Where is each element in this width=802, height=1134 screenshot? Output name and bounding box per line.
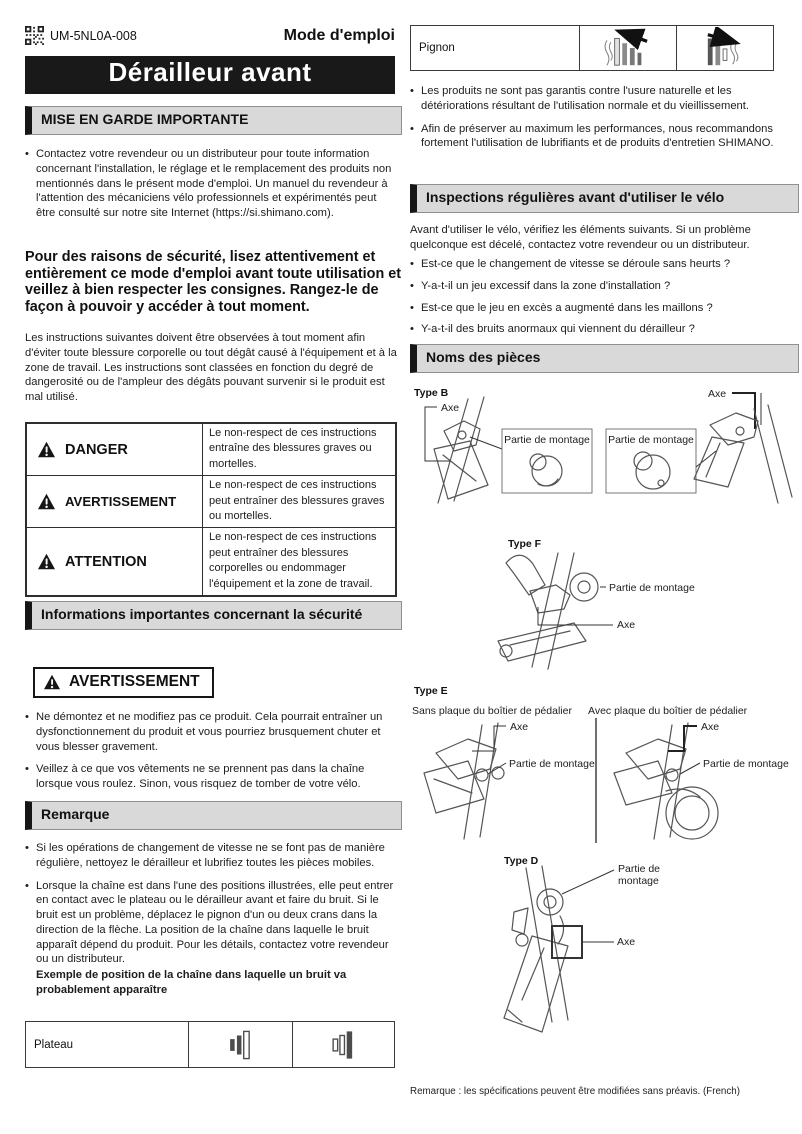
cassette-shift-left-icon (597, 27, 659, 69)
list-item (25, 147, 397, 221)
severity-label: DANGER (65, 441, 128, 458)
axe-leader-line (538, 607, 613, 625)
list-item (410, 322, 790, 337)
section-header-remarque: Remarque (25, 801, 402, 830)
montage-label: Partie de montage (504, 434, 590, 446)
list-item-text: Veillez à ce que vos vêtements ne se prennent pas dans la chaîne lorsque vous roulez. Sinon, vous risquez de tomber de votre vélo. (36, 763, 365, 791)
warning-triangle-icon (43, 674, 61, 690)
montage-leader-line (680, 763, 700, 774)
severity-desc-cell: Le non-respect de ces instructions peut entraîner des blessures graves ou mortelles. (209, 479, 385, 522)
warning-box-label: AVERTISSEMENT (69, 673, 200, 690)
severity-desc-cell: Le non-respect de ces instructions entraîne des blessures graves ou mortelles. (209, 427, 377, 470)
list-item (410, 279, 790, 294)
warning-triangle-icon (37, 553, 56, 570)
footer-note: Remarque : les spécifications peuvent être modifiées sans préavis. (French) (410, 1086, 740, 1097)
axe-label: Axe (510, 721, 529, 733)
list-item-text: Y-a-t-il des bruits anormaux qui viennent du dérailleur ? (421, 323, 695, 336)
list-item-text: Afin de préserver au maximum les performances, nous recommandons fortement l'utilisation de lubrifiants et de produits d'entretien SHIMANO. (421, 122, 774, 150)
document-id: UM-5NL0A-008 (50, 28, 137, 43)
section-header-noms-des-pieces: Noms des pièces (410, 344, 799, 373)
pignon-table (410, 25, 774, 71)
warning-triangle-icon (37, 493, 56, 510)
plateau-icon-cell-2 (292, 1022, 394, 1067)
inspections-intro: Avant d'utiliser le vélo, vérifiez les éléments suivants. Si un problème quelconque est décelé, contactez votre revendeur ou un distributeur. (410, 224, 751, 251)
list-item-text: Y-a-t-il un jeu excessif dans la zone d'installation ? (421, 279, 671, 292)
plateau-icon-cell-1 (188, 1022, 292, 1067)
warranty-list (410, 84, 790, 159)
chainring-position-icon-1 (212, 1025, 270, 1065)
qr-code-icon (25, 26, 44, 45)
inspections-list (410, 257, 790, 345)
montage-detail-box-1 (502, 429, 592, 493)
avertissement-list (25, 710, 399, 800)
axe-leader-line (472, 726, 506, 751)
type-e-caption-right: Avec plaque du boîtier de pédalier (588, 705, 748, 717)
section-header-inspections: Inspections régulières avant d'utiliser le vélo (410, 184, 799, 213)
axe-label: Axe (617, 619, 636, 631)
list-item (25, 841, 401, 871)
montage-label: Partie de (618, 863, 661, 875)
table-row (27, 475, 395, 527)
pignon-label-cell: Pignon (419, 42, 455, 54)
section-header-mise-en-garde: MISE EN GARDE IMPORTANTE (25, 106, 402, 135)
table-row (27, 527, 395, 595)
chain-noise-example-note: Exemple de position de la chaîne dans laquelle un bruit va probablement apparaître (36, 969, 347, 997)
plateau-label-cell: Plateau (34, 1038, 74, 1051)
severity-label: AVERTISSEMENT (65, 494, 177, 510)
axe-leader-line (425, 407, 450, 461)
list-item-text: Contactez votre revendeur ou un distributeur pour toute information concernant l'installation, le réglage et le remplacement des produits non mentionnés dans le présent mode d'emploi. Un manuel du revendeur à l'attention des mécaniciens vélo professionnels et expérimentés peut être consulté sur notre site Internet (https://si.shimano.com). (36, 148, 392, 220)
list-item (410, 257, 790, 272)
type-f-label: Type F (508, 538, 542, 550)
list-item-text: Lorsque la chaîne est dans l'une des positions illustrées, elle peut entrer en contact avec le plateau ou le dérailleur avant et faire du bruit. Si le bruit est un problème, déplacez le pignon d'un ou deux crans dans la direction de la flèche. La position de la chaîne dans laquelle le bruit apparaît dépend du produit. Pour les détails, contactez votre revendeur ou un distributeur. (36, 879, 394, 966)
derailleur-drawing (498, 553, 598, 669)
derailleur-drawing (504, 866, 568, 1032)
pignon-icon-cell-2 (676, 26, 773, 70)
safety-bold-paragraph: Pour des raisons de sécurité, lisez attentivement et entièrement ce mode d'emploi avant toute utilisation et veillez à bien respecter les consignes. Rangez-le de façon à pouvoir y accéder à tout moment. (25, 249, 402, 316)
remarque-list (25, 841, 401, 1006)
montage-label: Partie de montage (509, 758, 595, 770)
severity-table (25, 422, 397, 597)
chainring-position-icon-2 (315, 1025, 373, 1065)
montage-leader-line (470, 437, 502, 449)
type-e-diagram (410, 681, 794, 850)
warning-box (33, 667, 214, 698)
axe-label: Axe (441, 402, 460, 414)
montage-label: Partie de montage (609, 582, 695, 594)
list-item-text: Est-ce que le changement de vitesse se déroule sans heurts ? (421, 258, 731, 270)
section-header-informations: Informations importantes concernant la sécurité (25, 601, 402, 630)
severity-label-cell (27, 476, 203, 527)
document-header (25, 26, 395, 45)
type-d-diagram (410, 850, 794, 1038)
mise-en-garde-list (25, 147, 397, 229)
severity-label-cell (27, 528, 203, 595)
type-f-diagram (410, 533, 794, 679)
list-item (410, 122, 790, 152)
list-item (25, 762, 399, 792)
axe-leader-line (732, 393, 755, 429)
severity-desc-cell: Le non-respect de ces instructions peut entraîner des blessures corporelles ou endommager l'équipement et la zone de travail. (209, 531, 377, 590)
axe-label: Axe (617, 936, 636, 948)
type-d-label: Type D (504, 855, 539, 867)
document-kind: Mode d'emploi (283, 26, 395, 44)
severity-label: ATTENTION (65, 553, 147, 570)
derailleur-drawing-left (424, 723, 504, 839)
type-e-caption-left: Sans plaque du boîtier de pédalier (412, 705, 572, 717)
axe-label: Axe (701, 721, 720, 733)
page-title: Dérailleur avant (25, 56, 395, 94)
type-b-label: Type B (414, 387, 449, 399)
derailleur-drawing-right (694, 405, 792, 503)
list-item-text: Les produits ne sont pas garantis contre l'usure naturelle et les détériorations résultant de l'utilisation normale et du vieillissement. (421, 85, 749, 112)
warning-triangle-icon (37, 441, 56, 458)
montage-leader-line (562, 870, 614, 894)
instructions-paragraph: Les instructions suivantes doivent être observées à tout moment afin d'éviter toute blessure corporelle ou tout dégât causé à l'équipement et à la zone de travail. Les instructions sont classées en fonction du degré de dangerosité ou de l'ampleur des dégâts pouvant survenir si le produit est mal utilisé. (25, 332, 397, 404)
list-item (410, 301, 790, 316)
list-item (410, 84, 790, 114)
axe-label: Axe (708, 388, 727, 400)
montage-label: Partie de montage (608, 434, 694, 446)
list-item-text: Ne démontez et ne modifiez pas ce produit. Cela pourrait entraîner un dysfonctionnement du produit et vous pourriez brusquement chuter et vous blesser gravement. (36, 711, 383, 753)
montage-detail-box-2 (606, 429, 696, 493)
plateau-table (25, 1021, 395, 1068)
list-item (25, 879, 401, 998)
severity-label-cell (27, 424, 203, 475)
type-e-label: Type E (414, 685, 448, 697)
list-item (25, 710, 399, 754)
montage-label: Partie de montage (703, 758, 789, 770)
pignon-icon-cell-1 (579, 26, 676, 70)
type-b-diagram (410, 383, 794, 531)
list-item-text: Si les opérations de changement de vitesse ne se font pas de manière régulière, nettoyez le dérailleur et lubrifiez toutes les pièces mobiles. (36, 842, 385, 869)
montage-label: montage (618, 875, 659, 887)
table-row (27, 424, 395, 475)
list-item-text: Est-ce que le jeu en excès a augmenté dans les maillons ? (421, 301, 713, 314)
derailleur-drawing-right (614, 723, 718, 839)
cassette-shift-right-icon (694, 27, 756, 69)
